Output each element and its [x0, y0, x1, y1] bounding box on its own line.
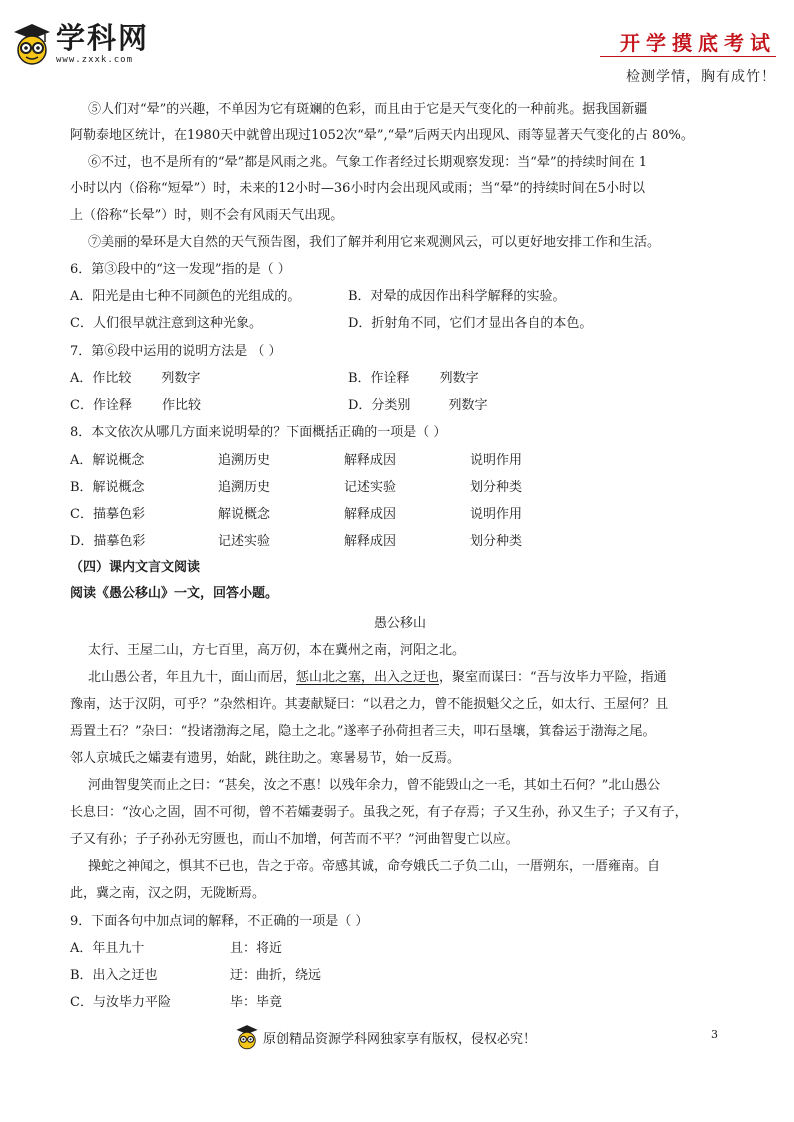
mascot-icon — [12, 22, 52, 66]
q8-a-item-3: 解释成因 — [344, 453, 397, 468]
q7-option-a[interactable] — [70, 369, 200, 389]
classical-line: 焉置土石？”杂曰：“投诸渤海之尾，隐土之北。”遂率子孙荷担者三夫，叩石垦壤，箕畚运于渤海之尾。 — [70, 724, 656, 739]
classical-line: 邻人京城氏之孀妻有遗男，始龀，跳往助之。寒暑易节，始一反焉。 — [70, 751, 461, 766]
q8-a-item-4: 说明作用 — [470, 453, 523, 468]
q9-option-b-gloss: 迂：曲折，绕远 — [230, 968, 322, 983]
classical-line — [88, 668, 667, 688]
q9-option-a[interactable]: A．年且九十 — [70, 941, 145, 956]
q8-b-item-1[interactable]: B．解说概念 — [70, 480, 145, 495]
passage-title: 愚公移山 — [373, 616, 426, 631]
passage-line: 小时以内（俗称“短晕”）时，未来的12小时—36小时内会出现风或雨；当“晕”的持续时间在5小时以 — [70, 181, 645, 196]
q6-option-d[interactable]: D．折射角不同，它们才显出各自的本色。 — [348, 316, 593, 331]
q9-option-c[interactable]: C．与汝毕力平险 — [70, 995, 171, 1010]
page-header — [0, 0, 794, 90]
q9-option-b[interactable]: B．出入之迂也 — [70, 968, 158, 983]
passage-line: ⑥不过，也不是所有的“晕”都是风雨之兆。气象工作者经过长期观察发现：当“晕”的持续时间在 1 — [88, 155, 647, 170]
q7-option-a-label: A．作比较 — [70, 371, 132, 386]
q7-option-c-label: C．作诠释 — [70, 398, 132, 413]
q8-b-item-4: 划分种类 — [470, 480, 523, 495]
mascot-icon — [235, 1024, 259, 1050]
page-number: 3 — [711, 1028, 718, 1041]
q7-option-b[interactable] — [348, 369, 479, 389]
exam-title: 开学摸底考试 — [620, 31, 776, 55]
q7-option-a-method: 列数字 — [161, 371, 201, 386]
passage-line: ⑦美丽的晕环是大自然的天气预告图，我们了解并利用它来观测风云，可以更好地安排工作和生活。 — [88, 235, 661, 250]
classical-line: 河曲智叟笑而止之曰：“甚矣，汝之不惠！以残年余力，曾不能毁山之一毛，其如土石何？”北山愚公 — [88, 778, 661, 793]
classical-line: 豫南，达于汉阴，可乎？”杂然相许。其妻献疑曰：“以君之力，曾不能损魁父之丘，如太行、王屋何？且 — [70, 697, 669, 712]
passage-line: ⑤人们对“晕”的兴趣，不单因为它有斑斓的色彩，而且由于它是天气变化的一种前兆。据我国新疆 — [88, 102, 648, 117]
q8-d-item-3: 解释成因 — [344, 534, 397, 549]
q7-option-d[interactable] — [348, 396, 487, 416]
q8-b-item-2: 追溯历史 — [218, 480, 271, 495]
question-8-stem: 8．本文依次从哪几方面来说明晕的？下面概括正确的一项是（ ） — [70, 425, 447, 440]
q7-option-d-method: 列数字 — [448, 398, 488, 413]
q9-option-c-gloss: 毕：毕竟 — [230, 995, 283, 1010]
q8-c-item-4: 说明作用 — [470, 507, 523, 522]
logo-name: 学科网 — [56, 21, 150, 55]
q8-c-item-2: 解说概念 — [218, 507, 271, 522]
q8-d-item-4: 划分种类 — [470, 534, 523, 549]
q8-c-item-3: 解释成因 — [344, 507, 397, 522]
page-footer — [235, 1024, 536, 1050]
passage-line: 阿勒泰地区统计，在1980天中就曾出现过1052次“晕”,“晕”后两天内出现风、雨等显著天气变化的占 80%。 — [70, 128, 694, 143]
underlined-phrase: 惩山北之塞，出入之迂也 — [296, 670, 440, 685]
copyright-notice: 原创精品资源学科网独家享有版权，侵权必究！ — [263, 1031, 537, 1047]
section-instruction: 阅读《愚公移山》一文，回答小题。 — [70, 586, 279, 601]
q7-option-c-method: 作比较 — [161, 398, 201, 413]
q7-option-b-method: 列数字 — [439, 371, 479, 386]
question-7-stem: 7．第⑥段中运用的说明方法是 （ ） — [70, 344, 282, 359]
q8-b-item-3: 记述实验 — [344, 480, 397, 495]
question-9-stem: 9．下面各句中加点词的解释，不正确的一项是（ ） — [70, 914, 369, 929]
q6-option-c[interactable]: C．人们很早就注意到这种光象。 — [70, 316, 262, 331]
q8-d-item-1[interactable]: D．描摹色彩 — [70, 534, 146, 549]
q8-a-item-2: 追溯历史 — [218, 453, 271, 468]
section-heading: （四）课内文言文阅读 — [70, 560, 201, 575]
classical-text: ，聚室而谋曰：“吾与汝毕力平险，指通 — [439, 670, 667, 685]
classical-line: 长息曰：“汝心之固，固不可彻，曾不若孀妻弱子。虽我之死，有子存焉；子又生孙，孙又生子；子又有子， — [70, 805, 688, 820]
classical-line: 操蛇之神闻之，惧其不已也，告之于帝。帝感其诚，命夸娥氏二子负二山，一厝朔东，一厝雍南。自 — [88, 859, 661, 874]
classical-line: 子又有孙；子子孙孙无穷匮也，而山不加增，何苦而不平？”河曲智叟亡以应。 — [70, 832, 519, 847]
question-6-stem: 6．第③段中的“这一发现”指的是（ ） — [70, 262, 291, 277]
q8-d-item-2: 记述实验 — [218, 534, 271, 549]
classical-text: 北山愚公者，年且九十，面山而居， — [88, 670, 297, 685]
q7-option-d-label: D．分类别 — [348, 398, 411, 413]
classical-line: 太行、王屋二山，方七百里，高万仞，本在冀州之南，河阳之北。 — [88, 643, 466, 658]
header-divider — [600, 56, 776, 57]
q6-option-b[interactable]: B．对晕的成因作出科学解释的实验。 — [348, 289, 566, 304]
classical-line: 此，冀之南，汉之阴，无陇断焉。 — [70, 886, 266, 901]
q6-option-a[interactable]: A．阳光是由七种不同颜色的光组成的。 — [70, 289, 301, 304]
exam-subtitle: 检测学情，胸有成竹！ — [626, 69, 776, 85]
logo-url: www.zxxk.com — [56, 55, 134, 65]
q7-option-b-label: B．作诠释 — [348, 371, 410, 386]
zxxk-logo[interactable] — [12, 22, 149, 66]
q8-a-item-1: A．解说概念 — [70, 453, 145, 468]
q7-option-c[interactable] — [70, 396, 201, 416]
q8-c-item-1[interactable]: C．描摹色彩 — [70, 507, 145, 522]
q9-option-a-gloss: 且：将近 — [230, 941, 283, 956]
passage-line: 上（俗称“长晕”）时，则不会有风雨天气出现。 — [70, 208, 344, 223]
